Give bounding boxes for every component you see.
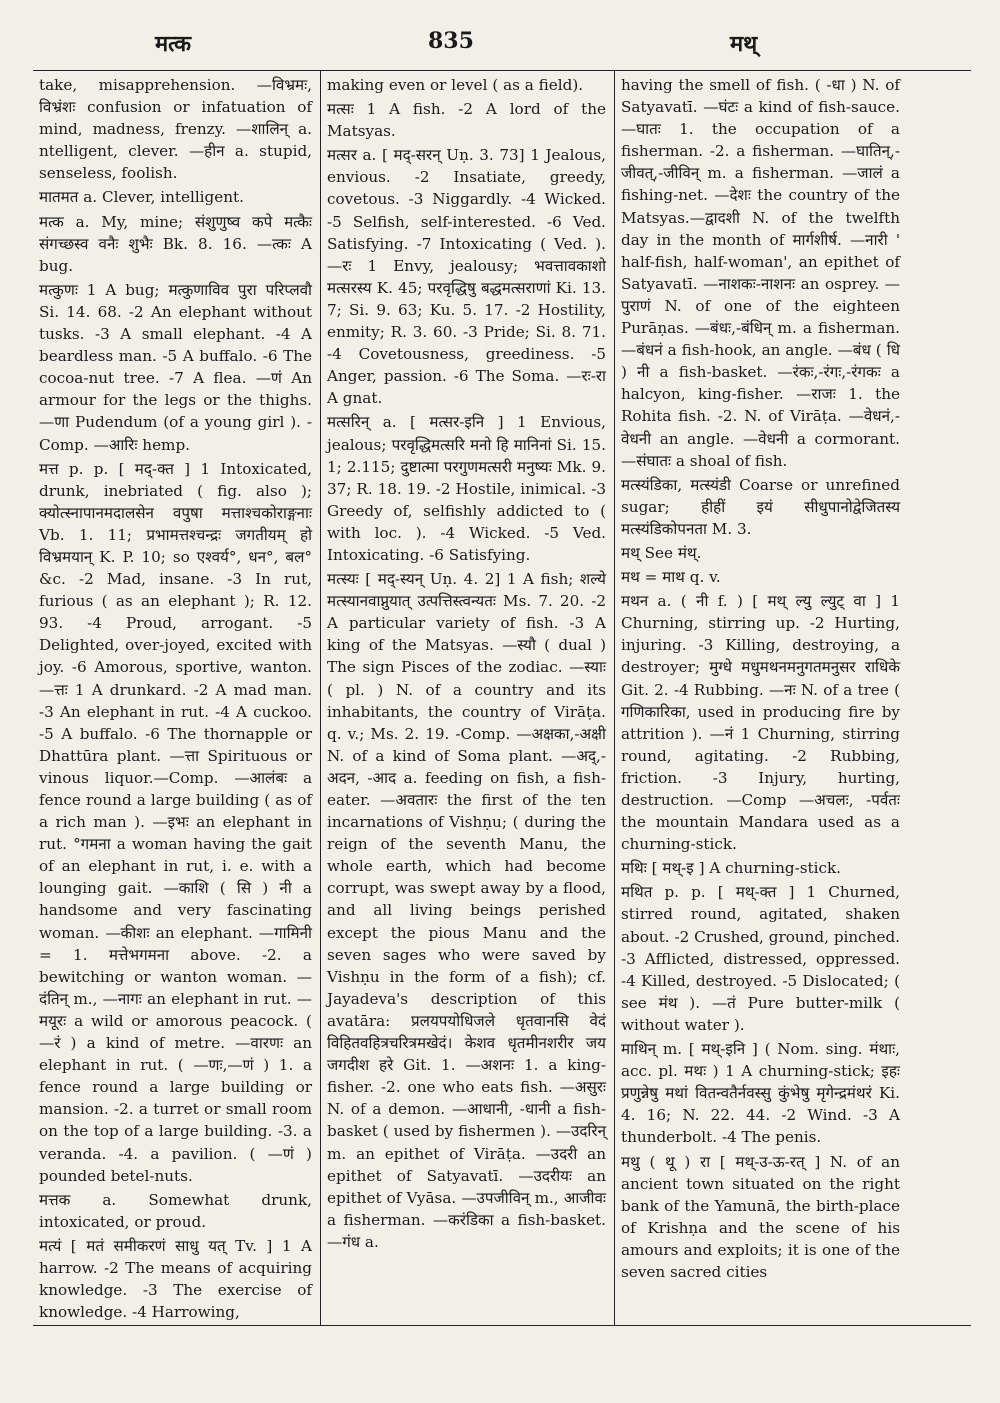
entry-paragraph: मथ् See मंथ्. (621, 543, 702, 562)
entry-paragraph: take, misapprehension. —विभ्रमः, विभ्रंशः confusion or infatuation of mind, madness, frenzy. —शालिन् a. ntelligent, clever. —हीन a. stupid, senseless, foolish. (39, 76, 312, 183)
entry-paragraph: मत्सः 1 A fish. -2 A lord of the Matsyas. (327, 100, 606, 141)
column-left (33, 70, 318, 1325)
entry-paragraph: मत्सरिन् a. [ मत्सर-इनि ] 1 Envious, jealous; परवृद्धिमत्सरि मनो हि मानिनां Si. 15. 1; 2.115; दुष्टात्मा परगुणमत्सरी मनुष्यः Mk. 9. 37; R. 18. 19. -2 Hostile, inimical. -3 Greedy of, selfishly addicted to ( with loc. ). -4 Wicked. -5 Ved. Intoxicating. -6 Satisfying. (327, 413, 606, 564)
entry-paragraph: मातमत a. Clever, intelligent. (39, 188, 244, 207)
column-right (614, 70, 906, 1325)
page-number: 835 (428, 28, 474, 54)
entry-paragraph: मत्कुणः 1 A bug; मत्कुणाविव पुरा परिप्लवौ Si. 14. 68. -2 An elephant without tusks. -3 A small elephant. -4 A beardless man. -5 A buffalo. -6 The cocoa-nut tree. -7 A flea. —णं An armour for the legs or the thighs.—णा Pudendum (of a young girl ). -Comp. —आरिः hemp. (39, 280, 312, 454)
entry-paragraph: मथित p. p. [ मथ्-क्त ] 1 Churned, stirred round, agitated, shaken about. -2 Crushed, ground, pinched. -3 Afflicted, distressed, oppressed. -4 Killed, destroyed. -5 Dislocated; ( see मंथ ). —तं Pure butter-milk ( without water ). (621, 883, 900, 1034)
entry-paragraph: मत्स्यंडिका, मत्स्यंडी Coarse or unrefined sugar; हीहीं इयं सीधुपानोद्वेजितस्य मत्स्यंडिकोपनता M. 3. (621, 475, 900, 538)
entry-paragraph: मत्क a. My, mine; संशुणुष्व कपे मत्कैः संगच्छस्व वनैः शुभैः Bk. 8. 16. —त्कः A bug. (39, 212, 312, 275)
entry-paragraph: मत्त p. p. [ मद्-क्त ] 1 Intoxicated, drunk, inebriated ( fig. also ); क्योत्स्नापानमदालसेन वपुषा मत्ताश्चकोराङ्गनाः Vb. 1. 11; प्रभामत्तश्चन्द्रः जगतीयम् हो विभ्रमयान् K. P. 10; so एश्वर्य°, धन°, बल° &c. -2 Mad, insane. -3 In rut, furious ( as an elephant ); R. 12. 93. -4 Proud, arrogant. -5 Delighted, over-joyed, excited with joy. -6 Amorous, sportive, wanton. —त्तः 1 A drunkard. -2 A mad man. -3 An elephant in rut. -4 A cuckoo. -5 A buffalo. -6 The thornapple or Dhattūra plant. —त्ता Spirituous or vinous liquor.—Comp. —आलंबः a fence round a large building ( as of a rich man ). —इभः an elephant in rut. °गमना a woman having the gait of an elephant in rut, i. e. with a lounging gait. —काशि ( सि ) नी a handsome and very fascinating woman. —कीशः an elephant. —गामिनी = 1. मत्तेभगमना above. -2. a bewitching or wanton woman. —दंतिन् m., —नागः an elephant in rut. —मयूरः a wild or amorous peacock. ( —रं ) a kind of metre. —वारणः an elephant in rut. ( —णः,—णं ) 1. a fence round a large building or mansion. -2. a turret or small room on the top of a large building. -3. a veranda. -4. a pavilion. ( —णं ) pounded betel-nuts. (39, 459, 312, 1185)
entry-paragraph: मथिः [ मथ्-इ ] A churning-stick. (621, 859, 842, 878)
entry-paragraph: making even or level ( as a field). (327, 76, 584, 94)
entry-paragraph: मथु ( थू ) रा [ मथ्-उ-ऊ-रत् ] N. of an ancient town situated on the right bank of the Yamunā, the birth-place of Krishṇa and the scene of his amours and exploits; it is one of the seven sacred cities (621, 1152, 900, 1281)
right-guide-word: मथ् (730, 31, 758, 57)
entry-paragraph: मत्यं [ मतं समीकरणं साधु यत् Tv. ] 1 A harrow. -2 The means of acquiring knowledge. -3 The exercise of knowledge. -4 Harrowing, (39, 1236, 312, 1322)
entry-paragraph: मथन a. ( नी f. ) [ मथ् ल्यु ल्युट् वा ] 1 Churning, stirring up. -2 Hurting, injuring. -3 Killing, destroying, a destroyer; मुग्धे मधुमथनमनुगतमनुसर राधिके Git. 2. -4 Rubbing. —नः N. of a tree ( गणिकारिका, used in producing fire by attrition ). —नं 1 Churning, stirring round, agitating. -2 Rubbing, friction. -3 Injury, hurting, destruction. —Comp —अचलः, -पर्वतः the mountain Mandara used as a churning-stick. (621, 592, 900, 854)
left-guide-word: मत्क (155, 31, 191, 57)
entry-paragraph: माथिन् m. [ मथ्-इनि ] ( Nom. sing. मंथाः, acc. pl. मथः ) 1 A churning-stick; इहः प्रणुन्नेषु मथां वितन्वतैर्नवस्सु कुंभेषु मृगेन्द्रमंथरं Ki. 4. 16; N. 22. 44. -2 Wind. -3 A thunderbolt. -4 The penis. (621, 1040, 900, 1147)
entry-paragraph: मत्तक a. Somewhat drunk, intoxicated, or proud. (39, 1190, 312, 1231)
entry-paragraph: having the smell of fish. ( -धा ) N. of Satyavatī. —घंटः a kind of fish-sauce. —घातः 1. the occupation of a fisherman. -2. a fisherman. —घातिन्,-जीवत्,-जीविन् m. a fisherman. —जालं a fishing-net. —देशः the country of the Matsyas.—द्वादशी N. of the twelfth day in the month of मार्गशीर्ष. —नारी ' half-fish, half-woman', an epithet of Satyavatī. —नाशकः-नाशनः an osprey. —पुराणं N. of one of the eighteen Purāṇas. —बंधः,-बंधिन् m. a fisherman. —बंधनं a fish-hook, an angle. —बंध ( धि ) नी a fish-basket. —रंकः,-रंगः,-रंगकः a halcyon, king-fisher. —राजः 1. the Rohita fish. -2. N. of Virāṭa. —वेधनं,-वेधनी an angle. —वेधनी a cormorant. —संघातः a shoal of fish. (621, 76, 900, 470)
footer-rule (33, 1325, 971, 1326)
entry-paragraph: मथ = माथ q. v. (621, 568, 721, 587)
entry-paragraph: मत्स्यः [ मद्-स्यन् Uṇ. 4. 2] 1 A fish; शल्ये मत्स्यानवाप्नुयात् उत्पत्तिस्त्वन्यतः Ms. 7. 20. -2 A particular variety of fish. -3 A king of the Matsyas. —स्यौ ( dual ) The sign Pisces of the zodiac. —स्याः ( pl. ) N. of a country and its inhabitants, the country of Virāṭa. q. v.; Ms. 2. 19. -Comp. —अक्षका,-अक्षी N. of a kind of Soma plant. —अद्,-अदन, -आद a. feeding on fish, a fish-eater. —अवतारः the first of the ten incarnations of Vishṇu; ( during the reign of the seventh Manu, the whole earth, which had become corrupt, was swept away by a flood, and all living beings perished except the pious Manu and the seven sages who were saved by Vishṇu in the form of a fish); cf. Jayadeva's description of this avatāra: प्रलयपयोधिजले धृतवानसि वेदं विहितवहित्रचरित्रमखेदं। केशव धृतमीनशरीर जय जगदीश हरे Git. 1. —अशनः 1. a king-fisher. -2. one who eats fish. —असुरः N. of a demon. —आधानी, -धानी a fish-basket ( used by fishermen ). —उदरिन् m. an epithet of Virāṭa. —उदरी an epithet of Satyavatī. —उदरीयः an epithet of Vyāsa. —उपजीविन् m., आजीवः a fisherman. —करंडिका a fish-basket. —गंध a. (327, 570, 606, 1251)
entry-paragraph: मत्सर a. [ मद्-सरन् Uṇ. 3. 73] 1 Jealous, envious. -2 Insatiate, greedy, covetous. -3 Niggardly. -4 Wicked. -5 Selfish, self-interested. -6 Ved. Satisfying. -7 Intoxicating ( Ved. ). —रः 1 Envy, jealousy; भवत्तावकाशो मत्सरस्य K. 45; परवृद्धिषु बद्धमत्सराणां Ki. 13. 7; Si. 9. 63; Ku. 5. 17. -2 Hostility, enmity; R. 3. 60. -3 Pride; Si. 8. 71. -4 Covetousness, greediness. -5 Anger, passion. -6 The Soma. —रः-रा A gnat. (327, 146, 606, 408)
column-middle (320, 70, 612, 1325)
